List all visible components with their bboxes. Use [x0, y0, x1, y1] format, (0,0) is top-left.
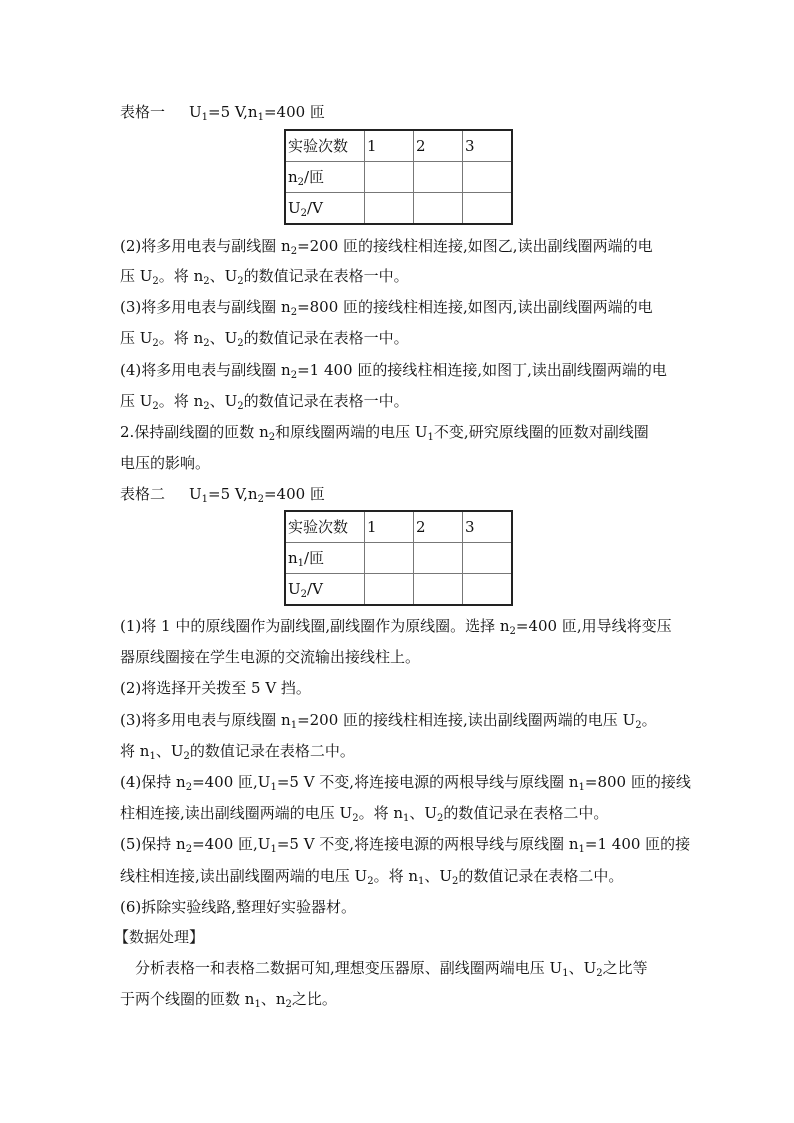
text-line: 压 $U_2$。将 $n_2$、$U_2$的数值记录在表格一中。 — [120, 267, 409, 287]
text-line: (2)将选择开关拨至 5 V 挡。 — [120, 679, 311, 697]
text-line: 分析表格一和表格二数据可知,理想变压器原、副线圈两端电压 $U_1$、$U_2$之比等 — [135, 959, 648, 979]
table-row — [285, 574, 512, 606]
table-row — [285, 511, 512, 543]
table-cell — [463, 543, 513, 574]
table-cell — [414, 574, 463, 606]
table1 — [284, 129, 513, 225]
text-line: 电压的影响。 — [120, 454, 211, 472]
table-header-cell: 3 — [463, 511, 513, 543]
table-cell — [414, 543, 463, 574]
text-line: 将 $n_1$、$U_2$的数值记录在表格二中。 — [120, 742, 355, 762]
table2 — [284, 510, 513, 606]
row-label-u2: $U_2/V$ — [285, 193, 365, 225]
table-cell — [365, 574, 414, 606]
table1-caption: 表格一 — [120, 103, 166, 121]
table-cell — [365, 543, 414, 574]
table2-caption-line: 表格二 $U_1=5$ $V,n_2=400$ 匝 — [120, 485, 325, 505]
text-line: 器原线圈接在学生电源的交流输出接线柱上。 — [120, 648, 421, 666]
table-cell — [463, 574, 513, 606]
text-line: (1)将 1 中的原线圈作为副线圈,副线圈作为原线圈。选择 $n_2=400$ 匝,用导线将变压 — [120, 617, 672, 637]
text-line: (3)将多用电表与副线圈 $n_2=800$ 匝的接线柱相连接,如图丙,读出副线圈两端的电 — [120, 298, 653, 318]
table-header-cell: 2 — [414, 130, 463, 162]
text-line: 压 $U_2$。将 $n_2$、$U_2$的数值记录在表格一中。 — [120, 392, 409, 412]
table-row — [285, 130, 512, 162]
table-cell — [365, 162, 414, 193]
row-label-n1: $n_1/$匝 — [285, 543, 365, 574]
text-line: (4)将多用电表与副线圈 $n_2=1$ 400 匝的接线柱相连接,如图丁,读出副线圈两端的电 — [120, 361, 667, 381]
table2-caption: 表格二 — [120, 485, 166, 503]
text-line: (2)将多用电表与副线圈 $n_2=200$ 匝的接线柱相连接,如图乙,读出副线圈两端的电 — [120, 237, 653, 257]
table-header-cell: 实验次数 — [285, 130, 365, 162]
table-row — [285, 162, 512, 193]
table-header-cell: 3 — [463, 130, 513, 162]
table-cell — [463, 193, 513, 225]
table-row — [285, 543, 512, 574]
table-cell — [365, 193, 414, 225]
table-cell — [414, 162, 463, 193]
text-line: (5)保持 $n_2=400$ 匝$,U_1=5$ V 不变,将连接电源的两根导线与原线圈 $n_1=1$ 400 匝的接 — [120, 835, 691, 855]
section-heading: 【数据处理】 — [114, 928, 205, 946]
table-cell — [414, 193, 463, 225]
text-line: 于两个线圈的匝数 $n_1$、$n_2$之比。 — [120, 990, 337, 1010]
table-row — [285, 193, 512, 225]
table-header-cell: 1 — [365, 130, 414, 162]
text-line: 压 $U_2$。将 $n_2$、$U_2$的数值记录在表格一中。 — [120, 329, 409, 349]
table1-caption-line: 表格一 $U_1=5$ $V,n_1=400$ 匝 — [120, 103, 325, 123]
table-header-cell: 2 — [414, 511, 463, 543]
table-header-cell: 实验次数 — [285, 511, 365, 543]
row-label-n2: $n_2/$匝 — [285, 162, 365, 193]
text-line: 柱相连接,读出副线圈两端的电压 $U_2$。将 $n_1$、$U_2$的数值记录在表格二中。 — [120, 804, 609, 824]
text-line: (3)将多用电表与原线圈 $n_1=200$ 匝的接线柱相连接,读出副线圈两端的电压 $U_2$。 — [120, 711, 657, 731]
row-label-u2: $U_2/V$ — [285, 574, 365, 606]
text-line: 2.保持副线圈的匝数 $n_2$和原线圈两端的电压 $U_1$不变,研究原线圈的匝数对副线圈 — [120, 423, 649, 443]
text-line: 线柱相连接,读出副线圈两端的电压 $U_2$。将 $n_1$、$U_2$的数值记录在表格二中。 — [120, 867, 624, 887]
table-header-cell: 1 — [365, 511, 414, 543]
text-line: (6)拆除实验线路,整理好实验器材。 — [120, 898, 357, 916]
table-cell — [463, 162, 513, 193]
text-line: (4)保持 $n_2=400$ 匝$,U_1=5$ V 不变,将连接电源的两根导线与原线圈 $n_1=800$ 匝的接线 — [120, 773, 691, 793]
